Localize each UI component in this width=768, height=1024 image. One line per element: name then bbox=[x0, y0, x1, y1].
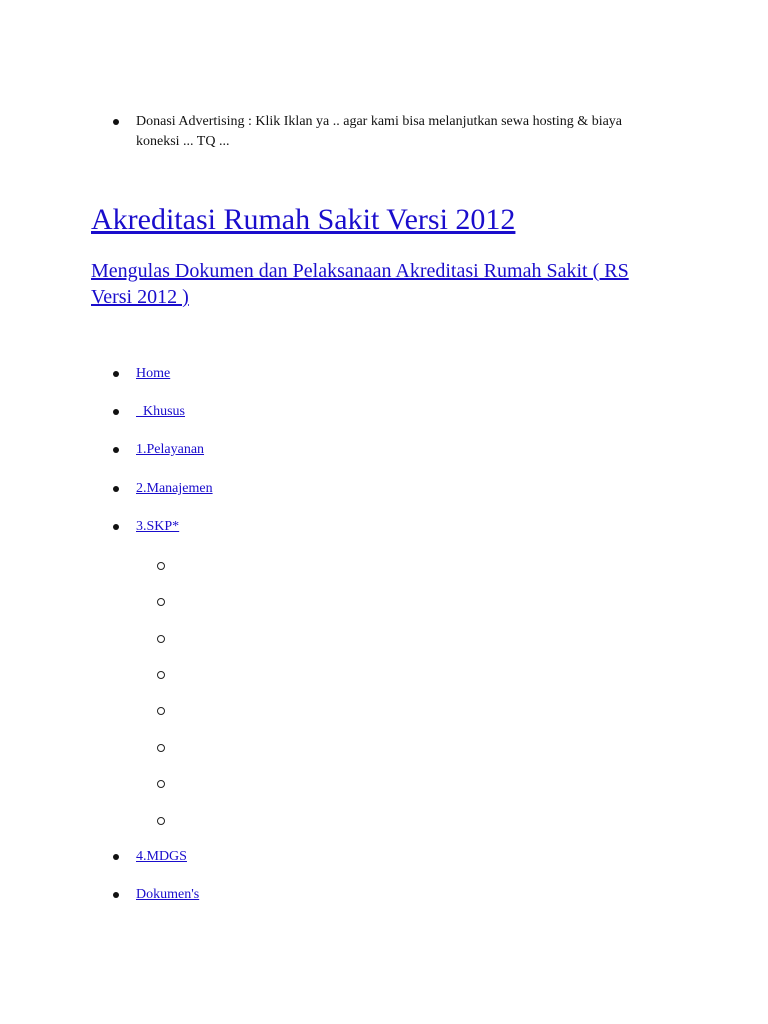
bullet-icon bbox=[113, 524, 119, 530]
bullet-icon bbox=[113, 371, 119, 377]
nav-link-dokumens[interactable]: Dokumen's bbox=[136, 887, 200, 902]
nav-link-home[interactable]: Home bbox=[136, 366, 171, 381]
skp-submenu-item[interactable] bbox=[157, 671, 165, 679]
nav-item-dokumens bbox=[108, 885, 199, 905]
nav-item-mdgs bbox=[108, 847, 187, 867]
bullet-icon bbox=[113, 892, 119, 898]
skp-submenu-item[interactable] bbox=[157, 817, 165, 825]
nav-link-manajemen[interactable]: 2.Manajemen bbox=[136, 481, 213, 496]
bullet-icon bbox=[113, 119, 119, 125]
bullet-icon bbox=[113, 409, 119, 415]
skp-submenu-item[interactable] bbox=[157, 598, 165, 606]
nav-item-manajemen bbox=[108, 479, 213, 499]
nav-link-khusus[interactable]: Khusus bbox=[136, 404, 186, 419]
nav-link-skp[interactable]: 3.SKP* bbox=[136, 519, 180, 534]
bullet-icon bbox=[113, 854, 119, 860]
nav-link-pelayanan[interactable]: 1.Pelayanan bbox=[136, 442, 205, 457]
skp-submenu-item[interactable] bbox=[157, 707, 165, 715]
donation-notice-text: Donasi Advertising : Klik Iklan ya .. agar kami bisa melanjutkan sewa hosting & biaya koneksi ... TQ ... bbox=[136, 114, 623, 149]
skp-submenu-item[interactable] bbox=[157, 635, 165, 643]
site-title bbox=[91, 200, 515, 240]
skp-submenu-item[interactable] bbox=[157, 780, 165, 788]
nav-item-pelayanan bbox=[108, 440, 204, 460]
site-title-link[interactable]: Akreditasi Rumah Sakit Versi 2012 bbox=[91, 203, 516, 236]
donation-notice bbox=[108, 112, 668, 152]
skp-submenu-item[interactable] bbox=[157, 744, 165, 752]
nav-item-home bbox=[108, 364, 170, 384]
skp-submenu-item[interactable] bbox=[157, 562, 165, 570]
nav-item-skp bbox=[108, 517, 179, 537]
nav-link-mdgs[interactable]: 4.MDGS bbox=[136, 849, 187, 864]
nav-item-khusus bbox=[108, 402, 185, 422]
site-tagline bbox=[91, 258, 671, 310]
bullet-icon bbox=[113, 447, 119, 453]
bullet-icon bbox=[113, 486, 119, 492]
site-tagline-link[interactable]: Mengulas Dokumen dan Pelaksanaan Akreditasi Rumah Sakit ( RS Versi 2012 ) bbox=[91, 260, 629, 308]
